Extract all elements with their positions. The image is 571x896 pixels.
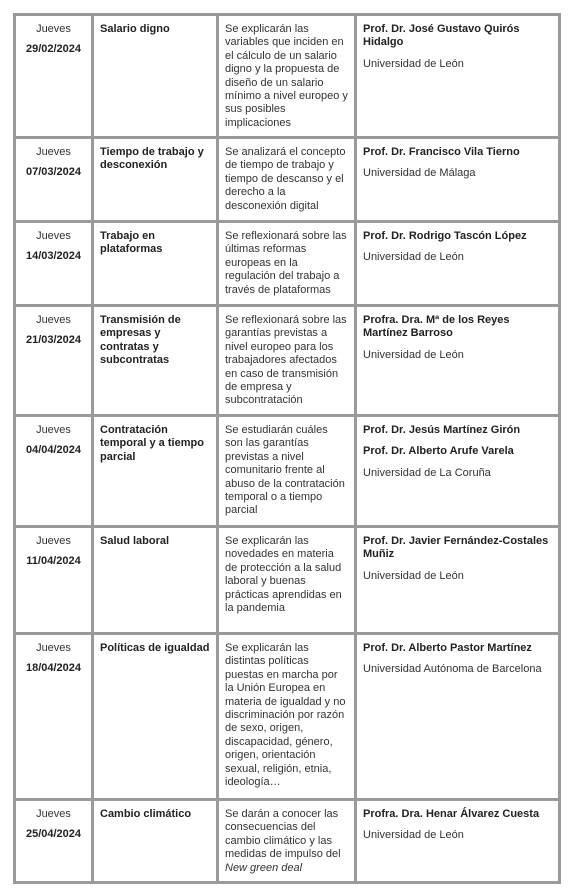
- university: Universidad de León: [363, 569, 464, 582]
- session-date: 21/03/2024: [25, 334, 82, 347]
- weekday: Jueves: [36, 424, 71, 436]
- table-row: [16, 635, 558, 801]
- weekday: Jueves: [36, 535, 71, 547]
- speaker-name: Prof. Dr. Rodrigo Tascón López: [363, 230, 527, 242]
- weekday: Jueves: [36, 230, 71, 242]
- speaker-cell: [357, 223, 558, 304]
- table-row: [16, 801, 558, 881]
- schedule-table: [13, 13, 561, 884]
- session-topic: Transmisión de empresas y contratas y subcontratas: [94, 307, 219, 414]
- university: Universidad de León: [363, 829, 464, 842]
- speaker-name: Prof. Dr. José Gustavo Quirós Hidalgo: [363, 23, 520, 49]
- session-description: Se explicarán las novedades en materia de protección a la salud laboral y buenas prácticas aprendidas en la pandemia: [219, 528, 357, 632]
- speaker-cell: [357, 307, 558, 414]
- table-row: [16, 528, 558, 635]
- speaker-name: Prof. Dr. Javier Fernández-Costales Muñiz: [363, 535, 549, 561]
- session-description: Se explicarán las variables que inciden en el cálculo de un salario digno y la propuesta de diseño de un salario mínimo a nivel europeo y sus posibles implicaciones: [219, 16, 357, 136]
- session-description: [219, 801, 357, 881]
- speaker-name: Profra. Dra. Mª de los Reyes Martínez Barroso: [363, 314, 510, 340]
- session-description: Se reflexionará sobre las últimas reformas europeas en la regulación del trabajo a través de plataformas: [219, 223, 357, 304]
- university: Universidad de Málaga: [363, 167, 476, 180]
- weekday: Jueves: [36, 146, 71, 158]
- date-cell: [16, 801, 94, 881]
- date-cell: [16, 528, 94, 632]
- date-cell: [16, 223, 94, 304]
- session-description: Se reflexionará sobre las garantías previstas a nivel europeo para los trabajadores afectados en caso de transmisión de empresa y subcontratación: [219, 307, 357, 414]
- session-topic: Tiempo de trabajo y desconexión: [94, 139, 219, 220]
- table-row: [16, 223, 558, 307]
- session-date: 07/03/2024: [25, 166, 82, 179]
- speaker-cell: [357, 417, 558, 525]
- speaker-cell: [357, 801, 558, 881]
- speaker-name: Prof. Dr. Jesús Martínez Girón: [363, 424, 521, 436]
- weekday: Jueves: [36, 808, 71, 820]
- date-cell: [16, 635, 94, 798]
- session-date: 04/04/2024: [25, 444, 82, 457]
- session-date: 11/04/2024: [26, 555, 81, 568]
- speaker-name: Prof. Dr. Francisco Vila Tierno: [363, 146, 520, 158]
- session-topic: Trabajo en plataformas: [94, 223, 219, 304]
- university: Universidad de León: [363, 251, 464, 264]
- speaker-name: Profra. Dra. Henar Álvarez Cuesta: [363, 808, 540, 820]
- description-text: Se darán a conocer las consecuencias del cambio climático y las medidas de impulso del: [225, 808, 341, 861]
- session-date: 25/04/2024: [25, 828, 82, 841]
- session-date: 14/03/2024: [25, 250, 82, 263]
- speaker-cell: [357, 139, 558, 220]
- university: Universidad de León: [363, 348, 464, 361]
- weekday: Jueves: [36, 642, 71, 654]
- session-topic: Salud laboral: [94, 528, 219, 632]
- session-date: 18/04/2024: [25, 662, 82, 675]
- session-topic: Salario digno: [94, 16, 219, 136]
- description-emphasis: New green deal: [225, 861, 303, 874]
- date-cell: [16, 139, 94, 220]
- session-description: Se analizará el concepto de tiempo de trabajo y tiempo de descanso y el derecho a la desconexión digital: [219, 139, 357, 220]
- speaker-cell: [357, 635, 558, 798]
- weekday: Jueves: [36, 23, 71, 35]
- date-cell: [16, 307, 94, 414]
- session-topic: Políticas de igualdad: [94, 635, 219, 798]
- table-row: [16, 139, 558, 223]
- speaker-name: Prof. Dr. Alberto Pastor Martínez: [363, 642, 532, 654]
- speaker-name: Prof. Dr. Alberto Arufe Varela: [363, 445, 514, 458]
- date-cell: [16, 16, 94, 136]
- date-cell: [16, 417, 94, 525]
- session-topic: Contratación temporal y a tiempo parcial: [94, 417, 219, 525]
- session-topic: Cambio climático: [94, 801, 219, 881]
- weekday: Jueves: [36, 314, 71, 326]
- university: Universidad Autónoma de Barcelona: [363, 663, 542, 676]
- speaker-cell: [357, 528, 558, 632]
- table-row: [16, 417, 558, 528]
- session-date: 29/02/2024: [25, 43, 82, 56]
- session-description: Se explicarán las distintas políticas puestas en marcha por la Unión Europea en materia de igualdad y no discriminación por razón de sexo, origen, discapacidad, género, origen, orientación sexual, religión, etnia, ideología…: [219, 635, 357, 798]
- table-row: [16, 16, 558, 139]
- university: Universidad de León: [363, 57, 464, 70]
- speaker-cell: [357, 16, 558, 136]
- session-description: Se estudiarán cuáles son las garantías previstas a nivel comunitario frente al abuso de la contratación temporal o a tiempo parcial: [219, 417, 357, 525]
- table-row: [16, 307, 558, 417]
- university: Universidad de La Coruña: [363, 466, 491, 479]
